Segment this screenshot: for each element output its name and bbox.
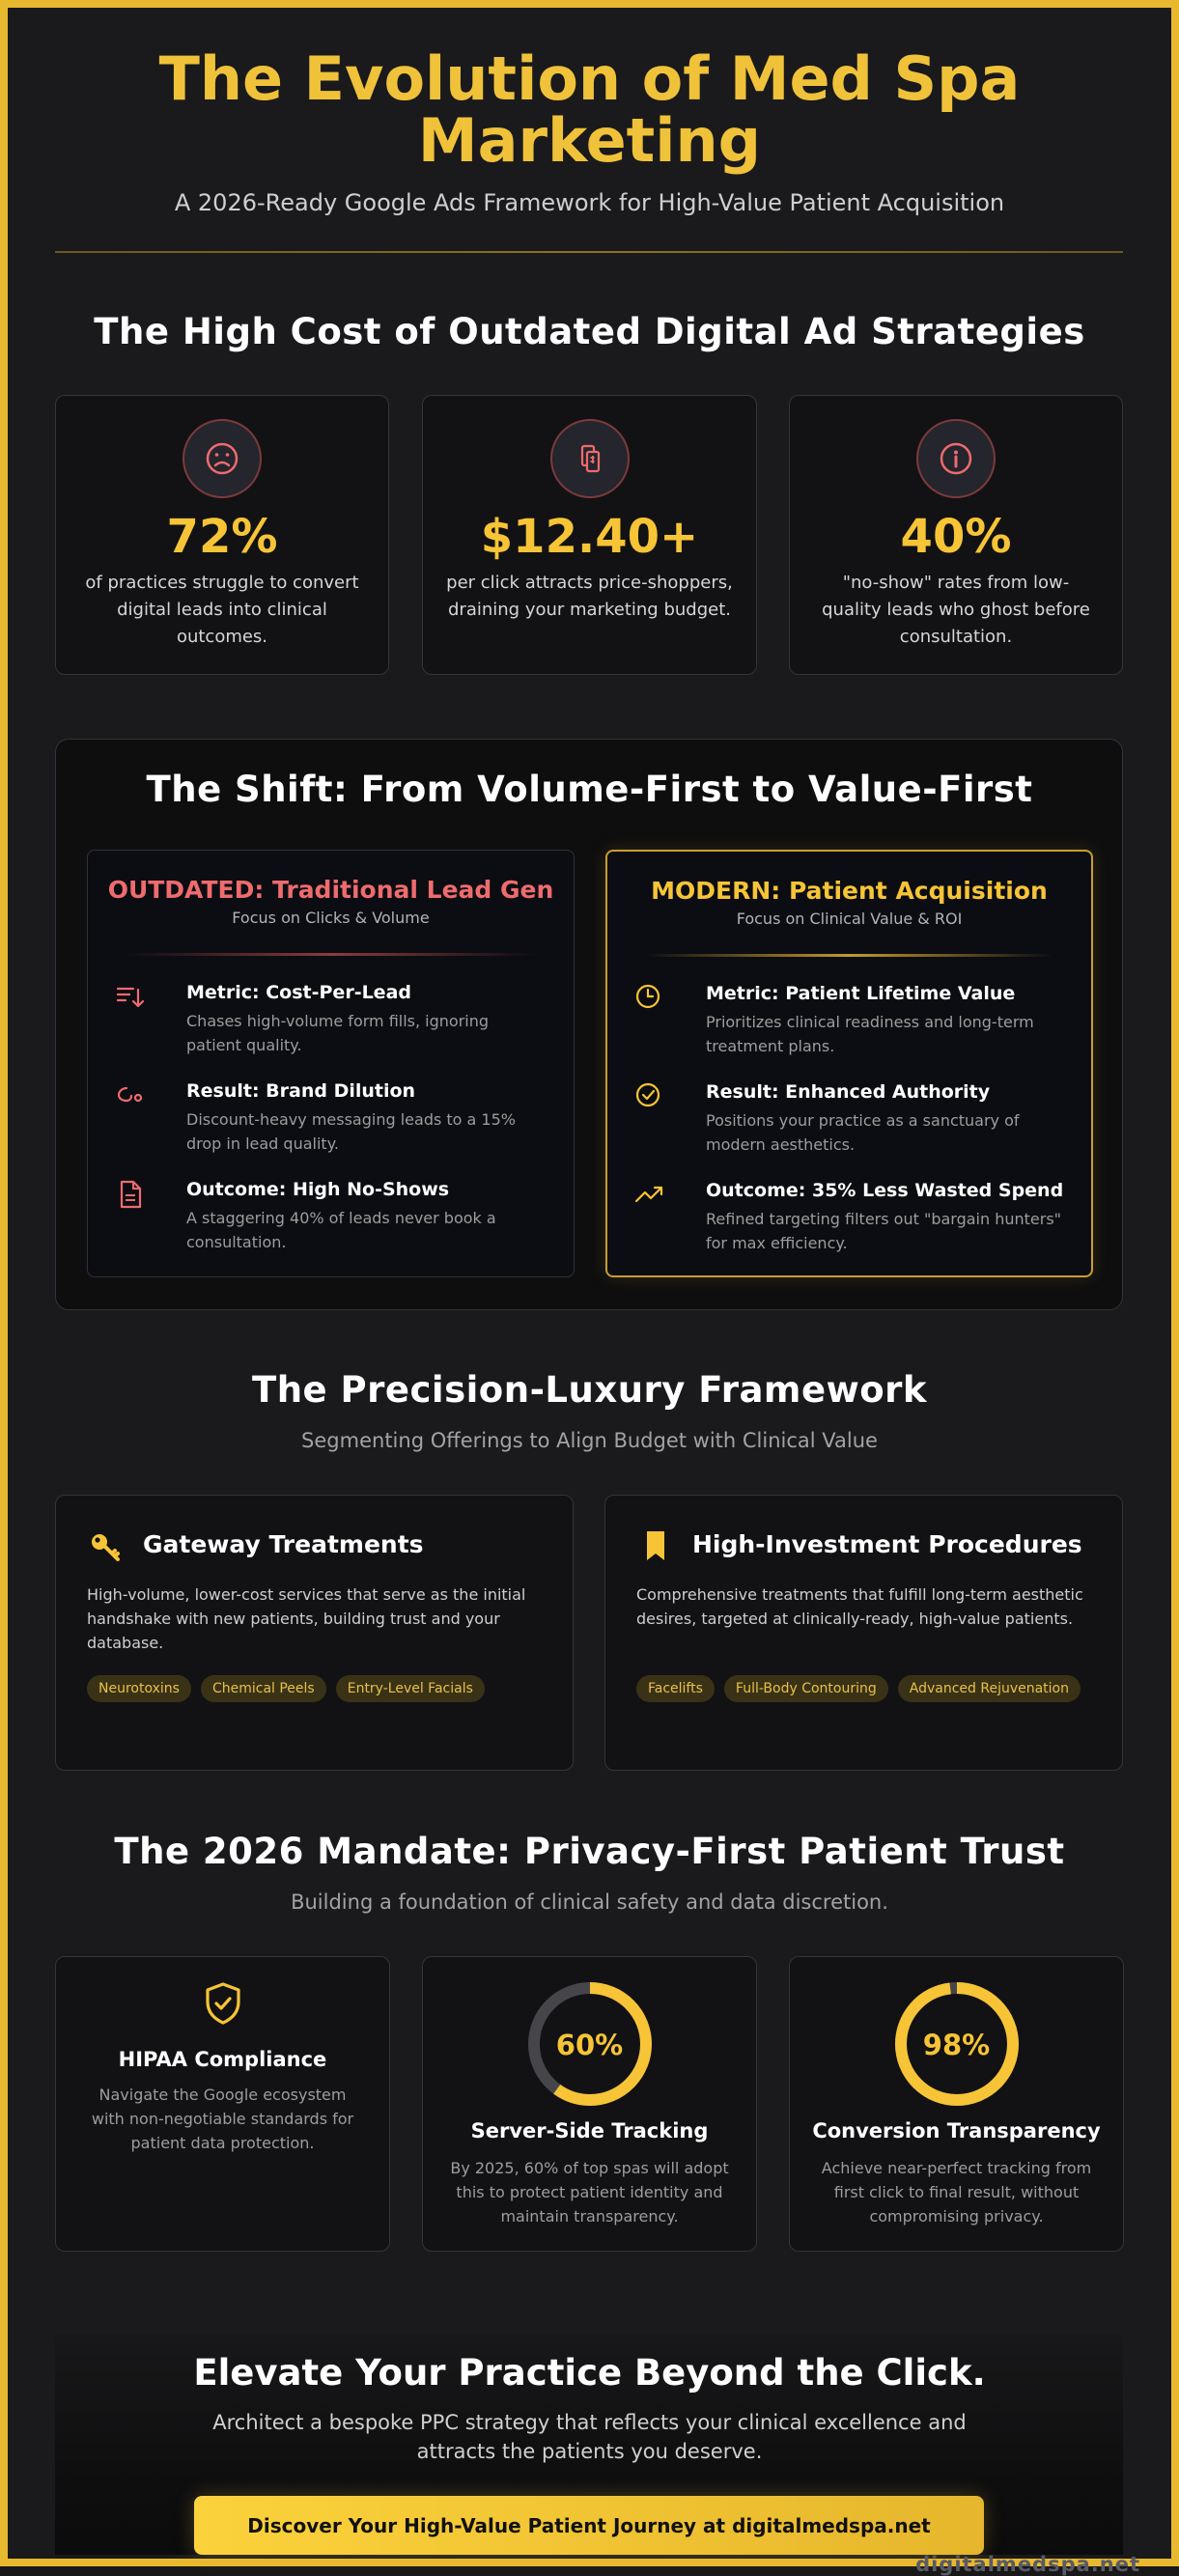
header-divider bbox=[55, 251, 1123, 253]
frown-icon bbox=[182, 419, 262, 498]
progress-ring-label: 98% bbox=[922, 2029, 991, 2061]
sort-down-icon bbox=[115, 982, 146, 1013]
item-description: Chases high-volume form fills, ignoring patient quality. bbox=[186, 1012, 490, 1054]
privacy-card-description: Navigate the Google ecosystem with non-negotiable standards for patient data protection. bbox=[91, 2086, 354, 2152]
list-item bbox=[634, 983, 1064, 1064]
tag-list bbox=[636, 1675, 1091, 1712]
watermark: digitalmedspa.net bbox=[915, 2553, 1140, 2576]
privacy-card-title: Conversion Transparency bbox=[812, 2119, 1101, 2142]
privacy-section-subtitle: Building a foundation of clinical safety and data discretion. bbox=[291, 1890, 888, 1914]
list-item bbox=[634, 1180, 1064, 1261]
money-icon bbox=[550, 419, 630, 498]
item-title: Outcome: 35% Less Wasted Spend bbox=[706, 1180, 1064, 1201]
stat-value: $12.40+ bbox=[480, 510, 699, 564]
info-icon bbox=[916, 419, 996, 498]
page-title: The Evolution of Med Spa Marketing bbox=[158, 43, 1021, 176]
item-description: Refined targeting filters out "bargain hunters" for max efficiency. bbox=[706, 1210, 1062, 1252]
framework-card-title: High-Investment Procedures bbox=[692, 1530, 1082, 1558]
modern-subheading: Focus on Clinical Value & ROI bbox=[736, 910, 963, 928]
list-item bbox=[115, 1080, 547, 1162]
trend-up-icon bbox=[634, 1180, 665, 1211]
item-title: Outcome: High No-Shows bbox=[186, 1179, 450, 1200]
stat-card bbox=[789, 395, 1123, 675]
framework-card-high-investment bbox=[604, 1495, 1123, 1771]
shield-check-icon bbox=[200, 1980, 246, 2027]
key-icon bbox=[89, 1528, 124, 1563]
list-item bbox=[115, 982, 547, 1063]
item-title: Result: Brand Dilution bbox=[186, 1080, 416, 1102]
stat-description: per click attracts price-shoppers, draining your marketing budget. bbox=[446, 573, 733, 620]
tag: Facelifts bbox=[636, 1675, 715, 1702]
item-description: Positions your practice as a sanctuary of modern aesthetics. bbox=[706, 1111, 1020, 1154]
privacy-card-title: Server-Side Tracking bbox=[470, 2119, 709, 2142]
stat-description: "no-show" rates from low-quality leads who ghost before consultation. bbox=[822, 573, 1090, 647]
item-description: A staggering 40% of leads never book a consultation. bbox=[186, 1209, 496, 1251]
stat-description: of practices struggle to convert digital leads into clinical outcomes. bbox=[85, 573, 359, 647]
stat-card bbox=[422, 395, 757, 675]
outdated-column bbox=[87, 850, 575, 1277]
tag: Advanced Rejuvenation bbox=[898, 1675, 1081, 1702]
item-description: Discount-heavy messaging leads to a 15% drop in lead quality. bbox=[186, 1110, 516, 1153]
tag: Full-Body Contouring bbox=[724, 1675, 888, 1702]
privacy-card-description: By 2025, 60% of top spas will adopt this to protect patient identity and maintain transparency. bbox=[450, 2159, 729, 2226]
item-description: Prioritizes clinical readiness and long-term treatment plans. bbox=[706, 1013, 1034, 1055]
item-title: Metric: Cost-Per-Lead bbox=[186, 982, 411, 1003]
framework-card-title: Gateway Treatments bbox=[143, 1530, 424, 1558]
framework-section-subtitle: Segmenting Offerings to Align Budget with Clinical Value bbox=[301, 1429, 878, 1452]
list-item bbox=[115, 1179, 547, 1260]
framework-card-description: High-volume, lower-cost services that serve as the initial handshake with new patients, building trust and your database. bbox=[87, 1585, 526, 1652]
tag: Neurotoxins bbox=[87, 1675, 191, 1702]
progress-ring bbox=[893, 1980, 1021, 2108]
cta-description: Architect a bespoke PPC strategy that reflects your clinical excellence and attracts the patients you deserve. bbox=[212, 2411, 967, 2463]
framework-section-title: The Precision-Luxury Framework bbox=[251, 1369, 928, 1411]
outdated-subheading: Focus on Clicks & Volume bbox=[232, 909, 430, 927]
costs-section-title: The High Cost of Outdated Digital Ad Strategies bbox=[94, 311, 1085, 352]
framework-card-description: Comprehensive treatments that fulfill long-term aesthetic desires, targeted at clinically-ready, high-value patients. bbox=[636, 1585, 1083, 1628]
stat-value: 40% bbox=[900, 510, 1012, 564]
tag: Entry-Level Facials bbox=[336, 1675, 485, 1702]
list-item bbox=[634, 1081, 1064, 1162]
page-subtitle: A 2026-Ready Google Ads Framework for High-Value Patient Acquisition bbox=[174, 189, 1005, 216]
modern-column bbox=[605, 850, 1093, 1277]
privacy-card-description: Achieve near-perfect tracking from first click to final result, without compromising privacy. bbox=[821, 2159, 1092, 2226]
tint-icon bbox=[115, 1080, 146, 1111]
tag: Chemical Peels bbox=[201, 1675, 326, 1702]
outdated-heading: OUTDATED: Traditional Lead Gen bbox=[107, 876, 554, 904]
outdated-divider bbox=[126, 953, 535, 956]
item-title: Metric: Patient Lifetime Value bbox=[706, 983, 1016, 1004]
modern-divider bbox=[646, 954, 1053, 957]
item-title: Result: Enhanced Authority bbox=[706, 1081, 991, 1103]
progress-ring bbox=[526, 1980, 654, 2108]
document-icon bbox=[115, 1179, 146, 1210]
framework-card-gateway bbox=[55, 1495, 574, 1771]
cta-button[interactable]: Discover Your High-Value Patient Journey at digitalmedspa.net bbox=[194, 2496, 984, 2555]
modern-heading: MODERN: Patient Acquisition bbox=[651, 877, 1048, 905]
privacy-card-hipaa bbox=[55, 1956, 390, 2252]
privacy-section-title: The 2026 Mandate: Privacy-First Patient Trust bbox=[114, 1831, 1065, 1872]
progress-ring-label: 60% bbox=[555, 2029, 624, 2061]
privacy-card-title: HIPAA Compliance bbox=[118, 2048, 327, 2071]
privacy-card-server-side bbox=[422, 1956, 757, 2252]
stat-value: 72% bbox=[166, 510, 278, 564]
clock-icon bbox=[634, 983, 665, 1014]
shift-section-title: The Shift: From Volume-First to Value-First bbox=[146, 769, 1033, 810]
privacy-card-conversion bbox=[789, 1956, 1124, 2252]
tag-list bbox=[87, 1675, 542, 1712]
check-circle-icon bbox=[634, 1081, 665, 1112]
stat-card bbox=[55, 395, 389, 675]
bookmark-icon bbox=[638, 1528, 673, 1563]
cta-title: Elevate Your Practice Beyond the Click. bbox=[193, 2352, 986, 2394]
